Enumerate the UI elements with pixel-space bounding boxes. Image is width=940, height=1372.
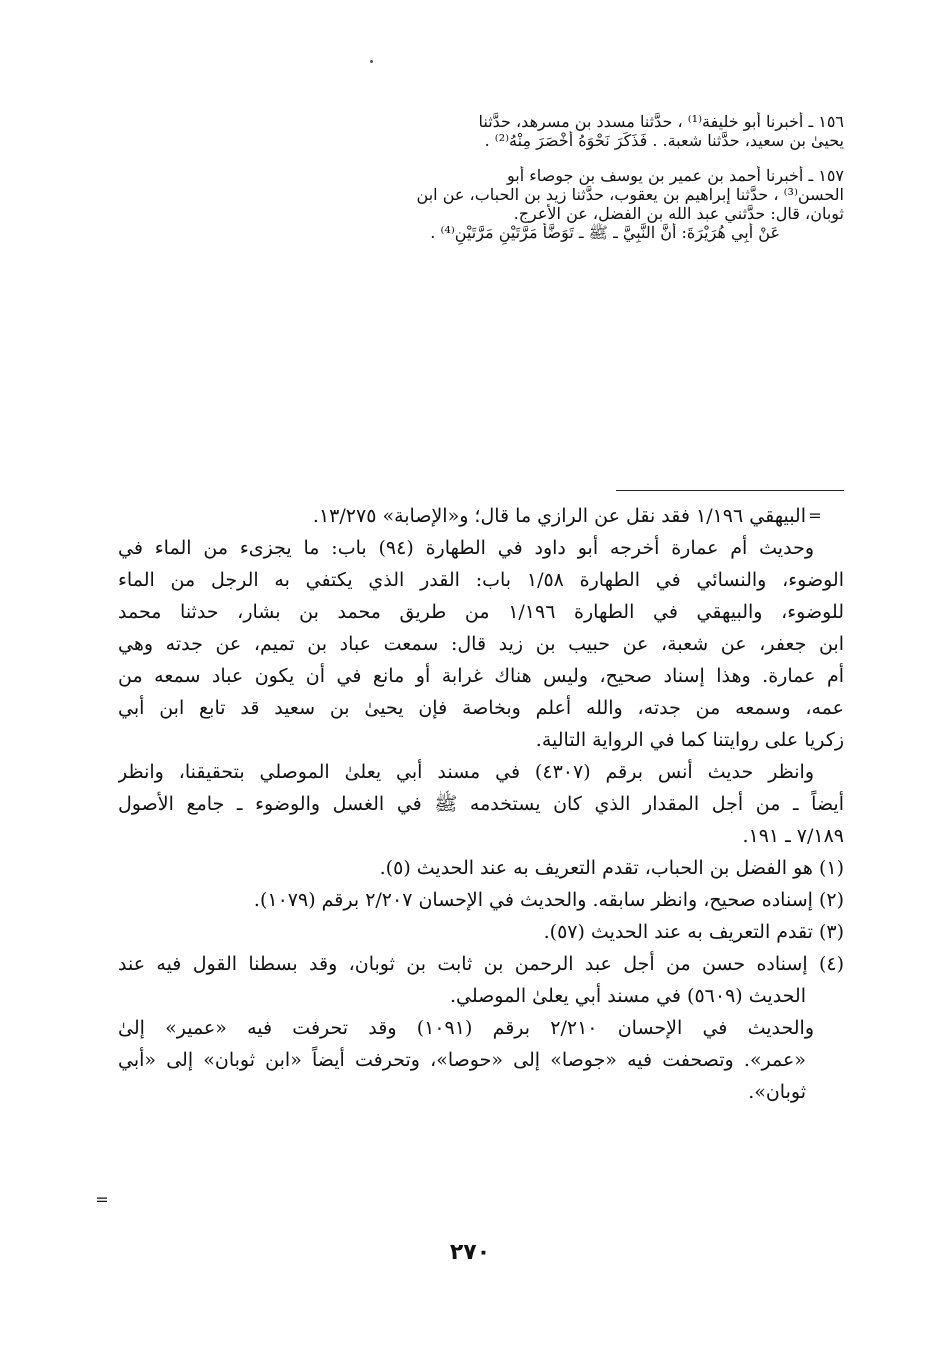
footnote-4: (٤) إسناده حسن من أجل عبد الرحمن بن ثابت بن ثوبان، وقد بسطنا القول فيه عند	[118, 953, 844, 975]
main-text	[118, 112, 844, 246]
footnote-line: وانظر حديث أنس برقم (٤٣٠٧) في مسند أبي يعلىٰ الموصلي بتحقيقنا، وانظر	[118, 761, 814, 783]
footnote-line: وحديث أم عمارة أخرجه أبو داود في الطهارة (٩٤) باب: ما يجزىء من الماء في	[118, 537, 814, 559]
footnote-line: ٧/١٨٩ ـ ١٩١.	[742, 825, 844, 847]
continuation-mark-top: =	[808, 506, 822, 525]
footnote-1: (١) هو الفضل بن الحباب، تقدم التعريف به عند الحديث (٥).	[379, 857, 844, 879]
footnote-line: ثوبان».	[748, 1081, 806, 1103]
hadith-156-line-2: يحيىٰ بن سعيد، حدَّثنا شعبة. . فَذَكَرَ نَحْوَهُ أَخْصَرَ مِنْهُ⁽²⁾ .	[484, 131, 844, 150]
hadith-157-matn: عَنْ أَبِي هُرَيْرَةَ: أَنَّ النَّبِيَّ ـ ﷺ ـ تَوَضَّأَ مَرَّتَيْنِ مَرَّتَيْنِ⁽⁴⁾ .	[430, 223, 780, 242]
footnote-line: للوضوء، والبيهقي في الطهارة ١/١٩٦ من طريق محمد بن بشار، حدثنا محمد	[118, 601, 844, 623]
continuation-mark-bottom: =	[95, 1190, 109, 1209]
footnote-line: الوضوء، والنسائي في الطهارة ١/٥٨ باب: القدر الذي يكتفي به الرجل من الماء	[118, 569, 844, 591]
footnote-line: عمه، وسمعه من جدته، والله أعلم وبخاصة فإن يحيىٰ بن سعيد قد تابع ابن أبي	[118, 697, 844, 719]
footnote-line: أم عمارة. وهذا إسناد صحيح، وليس هناك غرابة أو مانع في أن يكون عباد سمعه من	[118, 665, 844, 687]
speck-mark	[370, 60, 373, 63]
hadith-157-line-3: ثوبان، قال: حدَّثني عبد الله بن الفضل، عن الأعرج.	[513, 204, 844, 223]
footnote-2: (٢) إسناده صحيح، وانظر سابقه. والحديث في الإحسان ٢/٢٠٧ برقم (١٠٧٩).	[253, 889, 844, 911]
hadith-157-line-2: الحسن⁽³⁾ ، حدَّثنا إبراهيم بن يعقوب، حدَّثنا زيد بن الحباب، عن ابن	[416, 185, 844, 204]
footnote-line: ابن جعفر، عن شعبة، عن حبيب بن زيد قال: سمعت عباد بن تميم، عن جدته وهي	[118, 633, 844, 655]
footnote-divider	[616, 490, 844, 491]
footnotes	[118, 500, 844, 1108]
footnote-line: «عمر». وتصحفت فيه «جوصا» إلى «حوصا»، وتحرفت أيضاً «ابن ثوبان» إلى «أبي	[118, 1049, 806, 1071]
footnote-line: زكريا على روايتنا كما في الرواية التالية.	[535, 729, 844, 751]
footnote-line: الحديث (٥٦٠٩) في مسند أبي يعلىٰ الموصلي.	[449, 985, 806, 1007]
footnote-line: أيضاً ـ من أجل المقدار الذي كان يستخدمه ﷺ في الغسل والوضوء ـ جامع الأصول	[118, 793, 844, 815]
hadith-156-line-1: ١٥٦ ـ أخبرنا أبو خليفة⁽¹⁾ ، حدَّثنا مسدد بن مسرهد، حدَّثنا	[478, 112, 844, 131]
footnote-line: والحديث في الإحسان ٢/٢١٠ برقم (١٠٩١) وقد تحرفت فيه «عمير» إلىٰ	[118, 1017, 815, 1039]
footnote-3: (٣) تقدم التعريف به عند الحديث (٥٧).	[543, 921, 844, 943]
page-number: ٢٧٠	[449, 1240, 491, 1265]
hadith-157-line-1: ١٥٧ ـ أخبرنا أحمد بن عمير بن يوسف بن جوصاء أبو	[507, 166, 844, 185]
footnote-line: البيهقي ١/١٩٦ فقد نقل عن الرازي ما قال؛ و«الإصابة» ١٣/٢٧٥.	[312, 505, 806, 527]
